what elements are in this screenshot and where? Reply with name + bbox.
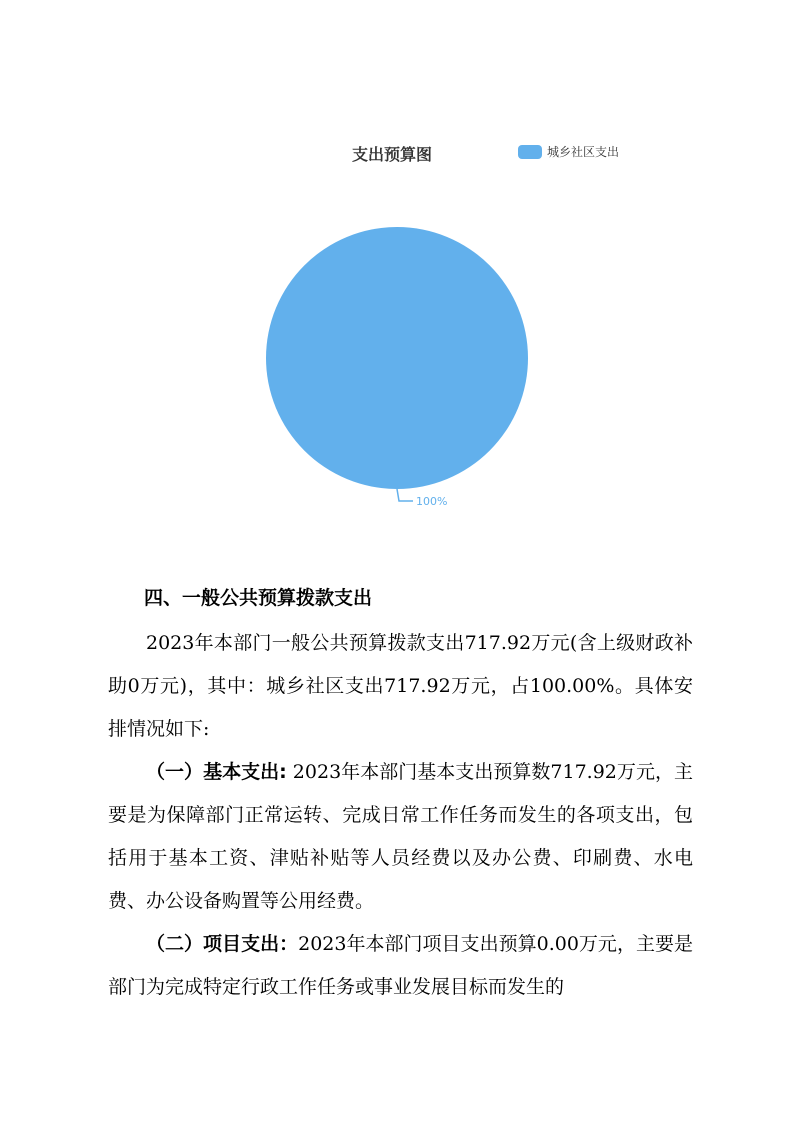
pie-chart (0, 0, 793, 560)
paragraph-summary: 2023年本部门一般公共预算拨款支出717.92万元(含上级财政补助0万元)，其中：城乡社区支出717.92万元，占100.00%。具体安排情况如下: (108, 632, 693, 740)
pie-value-label-0: 100% (416, 495, 448, 508)
project-text: 2023年本部门项目支出预算0.00万元，主要是部门为完成特定行政工作任务或事业发展目标而发生的 (108, 933, 693, 998)
basic-label: （一）基本支出: (146, 761, 287, 783)
basic-text: 2023年本部门基本支出预算数717.92万元，主要是为保障部门正常运转、完成日常工作任务而发生的各项支出，包括用于基本工资、津贴补贴等人员经费以及办公费、印刷费、水电费、办公设备购置等公用经费。 (108, 761, 693, 912)
chart-title: 支出预算图 (352, 145, 433, 164)
pie-svg (0, 0, 793, 560)
project-label: （二）项目支出： (146, 933, 299, 955)
paragraph-project (108, 923, 693, 1009)
pie-slice-0[interactable] (266, 227, 528, 489)
paragraph-basic (108, 751, 693, 923)
legend-label: 城乡社区支出 (547, 145, 620, 159)
section-heading: 四、一般公共预算拨款支出 (144, 587, 373, 609)
document-body (108, 580, 693, 1009)
pie-leader-line-0 (397, 489, 413, 501)
